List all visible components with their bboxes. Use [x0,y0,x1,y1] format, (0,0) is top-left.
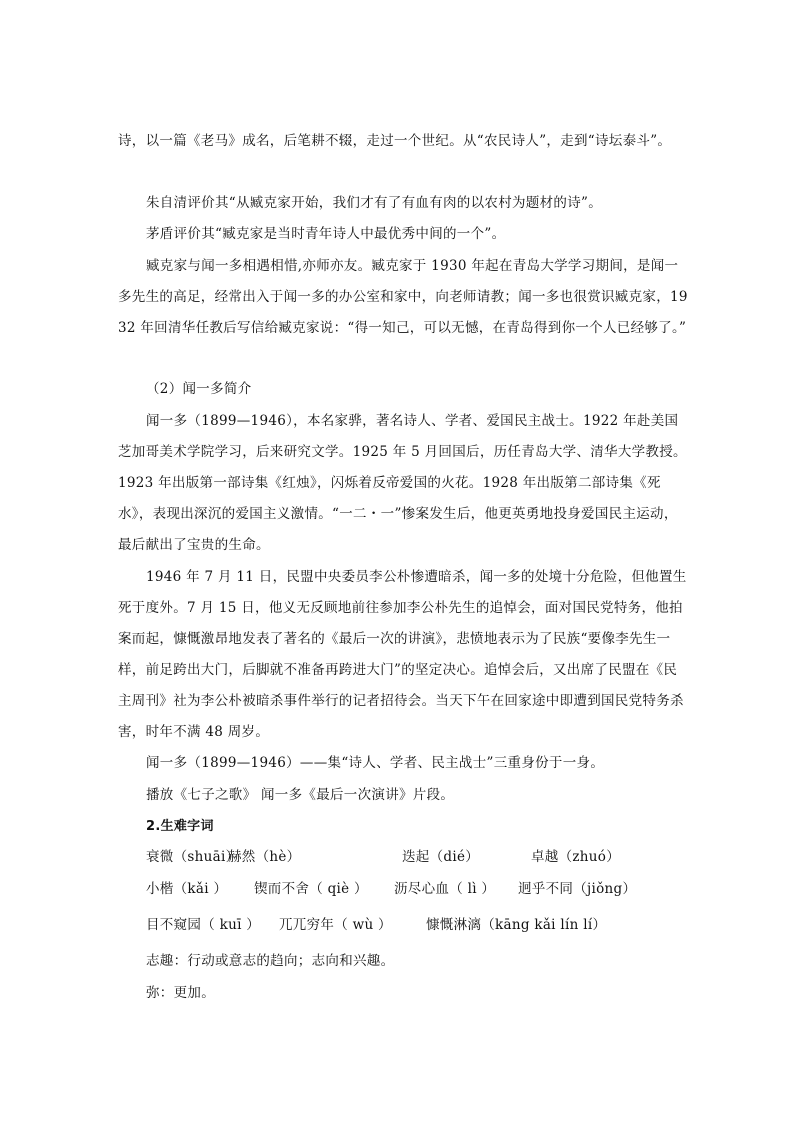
definition-mi: 弥：更加。 [146,985,215,1001]
definition-zhiqu: 志趣：行动或意志的趋向；志向和兴趣。 [146,953,395,969]
vocabulary-item: 卓越（zhuó） [531,849,621,865]
paragraph-play-media: 播放《七子之歌》 闻一多《最后一次演讲》片段。 [146,787,455,803]
paragraph-zhu-ziqing-review: 朱自清评价其“从臧克家开始，我们才有了有血有肉的以农村为题材的诗”。 [146,195,603,211]
paragraph-zang-wen-friendship: 臧克家与闻一多相遇相惜,亦师亦友。臧克家于 1930 年起在青岛大学学习期间，是闻一多先生的高足，经常出入于闻一多的办公室和家中，向老师请教；闻一多也很赏识臧克家，1932 年回清华任教后写信给臧克家说：“得一知己，可以无憾，在青岛得到你一个人已经够了。” [118,258,688,336]
paragraph-zang-kejia-intro: 诗，以一篇《老马》成名，后笔耕不辍，走过一个世纪。从“农民诗人”，走到“诗坛泰斗”。 [118,133,672,149]
vocabulary-item: 兀兀穷年（ wù ） [279,917,392,933]
vocabulary-item: 沥尽心血（ lì ） [394,881,496,897]
vocabulary-item: 迭起（dié） [402,849,480,865]
section-heading-vocabulary: 2.生难字词 [146,819,214,834]
vocabulary-item: 慷慨淋漓（kāng kǎi lín lí） [426,917,607,933]
vocabulary-item: 迥乎不同（jiǒng） [518,881,637,897]
vocabulary-item: 衰微（shuāi） [146,849,240,865]
vocabulary-item: 目不窥园（ kuī ） [146,917,261,933]
paragraph-wen-yiduo-bio: 闻一多（1899—1946），本名家骅，著名诗人、学者、爱国民主战士。1922 年赴美国芝加哥美术学院学习，后来研究文学。1925 年 5 月回国后，历任青岛大学、清华大学教授。1923 年出版第一部诗集《红烛》，闪烁着反帝爱国的火花。1928 年出版第二部诗集《死水》，表现出深沉的爱国主义激情。“一二・一”惨案发生后，他更英勇地投身爱国民主运动，最后献出了宝贵的生命。 [118,413,687,553]
paragraph-mao-dun-review: 茅盾评价其“臧克家是当时青年诗人中最优秀中间的一个”。 [146,226,506,242]
paragraph-wen-yiduo-summary: 闻一多（1899—1946）——集“诗人、学者、民主战士”三重身份于一身。 [146,755,605,771]
paragraph-wen-yiduo-death: 1946 年 7 月 11 日，民盟中央委员李公朴惨遭暗杀，闻一多的处境十分危险，但他置生死于度外。7 月 15 日，他义无反顾地前往参加李公朴先生的追悼会，面对国民党特务，他拍案而起，慷慨激昂地发表了著名的《最后一次的讲演》，悲愤地表示为了民族“要像李先生一样，前足跨出大门，后脚就不准备再跨进大门”的坚定决心。追悼会后，又出席了民盟在《民主周刊》社为李公朴被暗杀事件举行的记者招待会。当天下午在回家途中即遭到国民党特务杀害，时年不满 48 周岁。 [118,569,687,740]
vocabulary-item: 锲而不舍（ qiè ） [254,881,368,897]
vocabulary-item: 赫然（hè） [228,849,301,865]
vocabulary-item: 小楷（kǎi ） [146,881,228,897]
section-heading-wen-yiduo: （2）闻一多简介 [146,381,252,397]
